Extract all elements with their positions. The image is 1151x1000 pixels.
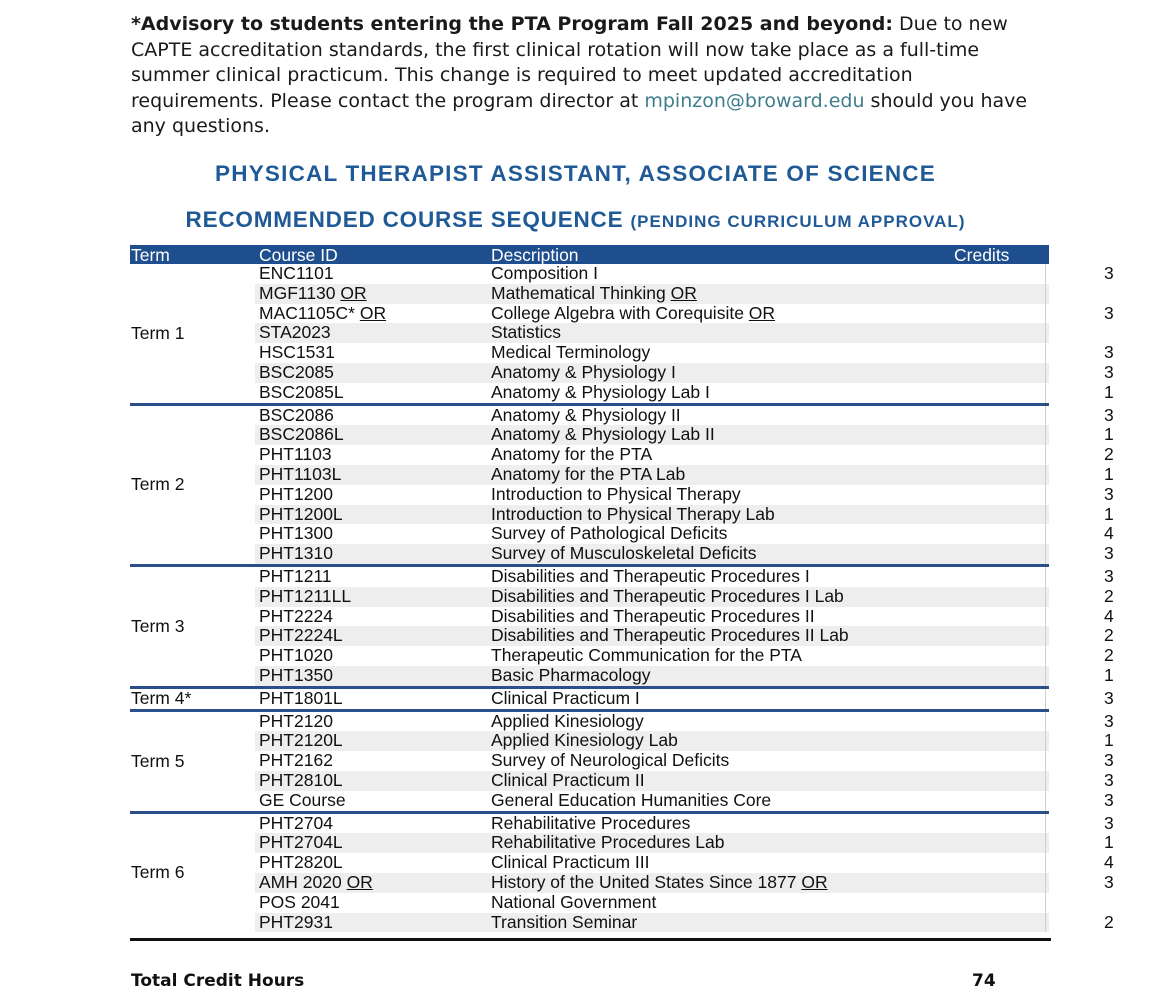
credits-divider <box>1045 567 1050 587</box>
table-header <box>130 245 1049 264</box>
course-description-text: Medical Terminology <box>491 342 651 363</box>
term-label: Term 5 <box>131 750 185 771</box>
course-credits: 3 <box>1104 302 1114 323</box>
header-term: Term <box>131 245 170 265</box>
advisory-text-2: should you have any questions. <box>131 89 1028 137</box>
course-description-text: National Government <box>491 891 657 912</box>
course-credits: 1 <box>1104 424 1114 445</box>
program-title: PHYSICAL THERAPIST ASSISTANT, ASSOCIATE OF SCIENCE <box>215 161 936 186</box>
credits-divider <box>1045 791 1050 811</box>
course-row <box>255 832 1114 853</box>
course-sequence-table <box>130 245 1114 932</box>
course-id <box>259 731 343 751</box>
or-marker: OR <box>359 302 387 323</box>
course-row <box>255 381 1114 403</box>
course-description <box>491 712 644 732</box>
course-id <box>259 646 333 666</box>
course-id <box>259 544 333 564</box>
course-row <box>255 911 1114 933</box>
course-credits: 2 <box>1104 625 1114 646</box>
course-id-text: PHT2120 <box>259 710 333 731</box>
or-marker: OR <box>346 871 373 892</box>
course-id <box>259 689 343 709</box>
credits-divider <box>1045 689 1050 709</box>
course-description-text: Mathematical Thinking <box>491 282 666 303</box>
course-credits: 4 <box>1104 852 1114 873</box>
course-id <box>259 626 343 646</box>
table-bottom-rule <box>130 938 1051 941</box>
advisory-heading: *Advisory to students entering the PTA Program Fall 2025 and beyond: <box>131 13 893 35</box>
course-id-text: PHT2224 <box>259 605 333 626</box>
course-credits: 1 <box>1104 381 1114 402</box>
course-description <box>491 853 650 873</box>
term-label: Term 4* <box>131 688 192 709</box>
course-description <box>491 607 815 627</box>
course-id <box>259 363 334 383</box>
course-description-text: Survey of Pathological Deficits <box>491 523 728 544</box>
course-row <box>255 523 1114 544</box>
course-description-text: Basic Pharmacology <box>491 664 651 685</box>
course-id <box>259 893 340 913</box>
course-id-text: PHT1300 <box>259 523 333 544</box>
course-id <box>259 406 334 426</box>
credits-divider <box>1045 893 1050 913</box>
course-row <box>255 585 1114 607</box>
course-credits: 3 <box>1104 483 1114 504</box>
course-credits: 3 <box>1104 710 1114 731</box>
credits-divider <box>1045 406 1050 426</box>
credits-divider <box>1045 913 1050 933</box>
course-description <box>491 833 724 853</box>
course-row <box>255 893 1049 913</box>
course-id-text: STA2023 <box>259 322 331 343</box>
credits-divider <box>1045 853 1050 873</box>
course-description <box>491 771 645 791</box>
course-id-text: BSC2085 <box>259 361 334 382</box>
or-marker: OR <box>670 282 697 303</box>
course-credits: 3 <box>1104 543 1114 564</box>
course-description <box>491 567 810 587</box>
course-row <box>255 424 1114 445</box>
course-id-text: GE Course <box>259 789 346 810</box>
course-credits: 3 <box>1104 342 1114 363</box>
course-description-text: Disabilities and Therapeutic Procedures I Lab <box>491 585 844 606</box>
credits-divider <box>1045 646 1050 666</box>
course-credits: 1 <box>1104 664 1114 685</box>
term-group <box>130 686 1114 709</box>
course-description-text: Rehabilitative Procedures Lab <box>491 832 725 853</box>
credits-divider <box>1045 626 1050 646</box>
credits-divider <box>1045 304 1050 324</box>
advisory-notice <box>131 12 1031 140</box>
course-credits: 2 <box>1104 444 1114 465</box>
course-credits: 3 <box>1104 404 1114 425</box>
course-id-text: BSC2086L <box>259 424 344 445</box>
course-id-text: PHT1310 <box>259 543 333 564</box>
term-group <box>130 709 1114 811</box>
course-row <box>255 710 1114 732</box>
course-credits: 3 <box>1104 812 1114 833</box>
credits-divider <box>1045 587 1050 607</box>
course-description <box>491 751 729 771</box>
course-description-text: Clinical Practicum II <box>491 769 645 790</box>
course-description <box>491 626 849 646</box>
course-description <box>491 304 775 324</box>
credits-divider <box>1045 771 1050 791</box>
course-description-text: Survey of Neurological Deficits <box>491 750 730 771</box>
course-id <box>259 873 373 893</box>
course-row <box>255 605 1114 627</box>
course-row <box>255 664 1114 686</box>
course-id <box>259 284 367 304</box>
course-id-text: PHT2810L <box>259 769 343 790</box>
course-row <box>255 730 1114 751</box>
course-description <box>491 425 715 445</box>
course-id <box>259 771 343 791</box>
course-credits: 3 <box>1104 687 1114 708</box>
credits-divider <box>1045 323 1050 343</box>
course-description <box>491 524 727 544</box>
credits-divider <box>1045 666 1050 686</box>
credits-divider <box>1045 284 1050 304</box>
header-credits: Credits <box>954 245 1010 265</box>
course-row <box>255 750 1114 771</box>
course-description <box>491 406 681 426</box>
course-description <box>491 873 828 893</box>
course-credits: 2 <box>1104 911 1114 932</box>
course-id <box>259 567 332 587</box>
course-description-text: Therapeutic Communication for the PTA <box>491 645 802 666</box>
term-group <box>130 403 1114 564</box>
term-group <box>130 263 1114 403</box>
course-description-text: Disabilities and Therapeutic Procedures I <box>491 565 810 586</box>
course-description-text: Disabilities and Therapeutic Procedures II Lab <box>491 625 849 646</box>
course-id-text: PHT1801L <box>259 687 343 708</box>
credits-divider <box>1045 485 1050 505</box>
course-id-text: PHT1200L <box>259 503 343 524</box>
course-description <box>491 264 598 284</box>
course-description-text: Disabilities and Therapeutic Procedures II <box>491 605 815 626</box>
course-row <box>255 444 1114 465</box>
course-id-text: MAC1105C* <box>259 302 355 323</box>
course-description <box>491 485 741 505</box>
course-id <box>259 304 386 324</box>
course-description-text: Introduction to Physical Therapy <box>491 483 741 504</box>
course-row <box>255 483 1114 505</box>
course-description-text: Applied Kinesiology Lab <box>491 730 678 751</box>
course-row <box>255 645 1114 666</box>
course-description-text: Anatomy for the PTA Lab <box>491 463 686 484</box>
course-credits: 1 <box>1104 503 1114 524</box>
course-row <box>255 565 1114 587</box>
course-id-text: PHT2162 <box>259 750 333 771</box>
course-credits: 3 <box>1104 263 1114 283</box>
course-id <box>259 425 344 445</box>
course-credits: 3 <box>1104 750 1114 771</box>
course-id-text: BSC2085L <box>259 381 344 402</box>
course-description-text: General Education Humanities Core <box>491 789 772 810</box>
course-id <box>259 505 343 525</box>
term-label: Term 1 <box>131 322 185 343</box>
course-id <box>259 343 335 363</box>
course-description-text: Clinical Practicum I <box>491 687 640 708</box>
course-id <box>259 751 333 771</box>
course-id <box>259 712 333 732</box>
term-group <box>130 811 1114 933</box>
course-id <box>259 323 331 343</box>
course-credits: 3 <box>1104 871 1114 892</box>
course-description-text: Composition I <box>491 263 598 283</box>
sequence-title <box>0 207 1151 233</box>
term-group <box>130 564 1114 686</box>
course-id <box>259 666 333 686</box>
course-row <box>255 852 1114 873</box>
credits-divider <box>1045 873 1050 893</box>
course-description-text: Anatomy & Physiology Lab I <box>491 381 710 402</box>
course-row <box>255 404 1114 426</box>
course-description <box>491 913 637 933</box>
course-id-text: PHT2704 <box>259 812 333 833</box>
advisory-text-1: Due to new CAPTE accreditation standards, the first clinical rotation will now take place as a full-time summer clinical practicum. This change is required to meet updated accreditation requirements. Please contact the program director at <box>131 13 1008 112</box>
or-marker: OR <box>340 282 367 303</box>
pending-approval-note: (PENDING CURRICULUM APPROVAL) <box>630 212 966 231</box>
total-credit-hours-value: 74 <box>972 971 996 991</box>
course-description <box>491 731 678 751</box>
credits-divider <box>1045 425 1050 445</box>
course-id <box>259 791 346 811</box>
course-id-text: BSC2086 <box>259 404 334 425</box>
or-marker: OR <box>748 302 776 323</box>
course-id-text: PHT1020 <box>259 645 333 666</box>
course-id-text: PHT1211LL <box>259 585 352 606</box>
credits-divider <box>1045 814 1050 834</box>
credits-divider <box>1045 363 1050 383</box>
course-description <box>491 284 697 304</box>
course-credits: 2 <box>1104 585 1114 606</box>
course-id-text: POS 2041 <box>259 891 340 912</box>
course-id <box>259 524 333 544</box>
term-label: Term 6 <box>131 862 185 883</box>
course-description-text: Introduction to Physical Therapy Lab <box>491 503 775 524</box>
term-label: Term 2 <box>131 474 185 495</box>
course-credits: 3 <box>1104 565 1114 586</box>
credits-divider <box>1045 833 1050 853</box>
credits-divider <box>1045 751 1050 771</box>
course-description <box>491 893 656 913</box>
course-row <box>255 769 1114 791</box>
course-credits: 4 <box>1104 523 1114 544</box>
total-credit-hours-label: Total Credit Hours <box>131 971 305 991</box>
course-id <box>259 853 343 873</box>
course-description-text: Transition Seminar <box>491 911 638 932</box>
course-description <box>491 544 757 564</box>
course-row <box>255 302 1114 324</box>
course-id <box>259 833 343 853</box>
course-credits: 4 <box>1104 605 1114 626</box>
course-description <box>491 587 844 607</box>
course-description <box>491 343 650 363</box>
course-id-text: AMH 2020 <box>259 871 342 892</box>
course-id-text: PHT2931 <box>259 911 333 932</box>
course-id <box>259 814 333 834</box>
course-row <box>255 463 1114 485</box>
credits-divider <box>1045 712 1050 732</box>
course-row <box>255 323 1049 343</box>
course-description-text: College Algebra with Corequisite <box>491 302 744 323</box>
course-id-text: HSC1531 <box>259 342 335 363</box>
course-description-text: Anatomy & Physiology I <box>491 361 676 382</box>
course-row <box>255 812 1114 834</box>
course-id <box>259 607 333 627</box>
term-groups <box>130 263 1114 932</box>
term-label: Term 3 <box>131 615 185 636</box>
course-id-text: PHT1103L <box>259 463 342 484</box>
credits-divider <box>1045 343 1050 363</box>
course-description <box>491 689 640 709</box>
course-description <box>491 363 676 383</box>
course-description <box>491 465 685 485</box>
course-description-text: Anatomy & Physiology II <box>491 404 681 425</box>
course-id-text: MGF1130 <box>259 282 336 303</box>
header-course-id: Course ID <box>259 245 338 265</box>
credits-divider <box>1045 465 1050 485</box>
or-marker: OR <box>801 871 828 892</box>
course-credits: 3 <box>1104 769 1114 790</box>
program-director-email-link[interactable]: mpinzon@broward.edu <box>644 89 865 112</box>
course-id-text: PHT2224L <box>259 625 343 646</box>
course-description-text: Anatomy & Physiology Lab II <box>491 424 715 445</box>
course-description-text: History of the United States Since 1877 <box>491 871 797 892</box>
sequence-heading: RECOMMENDED COURSE SEQUENCE <box>185 207 624 232</box>
course-id-text: ENC1101 <box>259 263 334 283</box>
course-row <box>255 543 1114 564</box>
course-id <box>259 264 334 284</box>
course-description <box>491 646 802 666</box>
course-row <box>255 625 1114 646</box>
course-description <box>491 505 775 525</box>
course-id <box>259 465 341 485</box>
course-credits: 1 <box>1104 730 1114 751</box>
course-row <box>255 284 1049 304</box>
course-id <box>259 445 332 465</box>
course-id-text: PHT2704L <box>259 832 343 853</box>
credits-divider <box>1045 731 1050 751</box>
course-id <box>259 485 333 505</box>
course-id <box>259 587 351 607</box>
course-description <box>491 323 561 343</box>
course-row <box>255 342 1114 363</box>
course-row <box>255 789 1114 811</box>
course-description-text: Anatomy for the PTA <box>491 444 653 465</box>
course-row <box>255 263 1114 284</box>
course-row <box>255 503 1114 525</box>
course-description <box>491 791 771 811</box>
credits-divider <box>1045 445 1050 465</box>
course-id <box>259 913 333 933</box>
course-id-text: PHT1350 <box>259 664 333 685</box>
course-credits: 2 <box>1104 645 1114 666</box>
course-id-text: PHT1103 <box>259 444 332 465</box>
course-description-text: Rehabilitative Procedures <box>491 812 691 833</box>
credits-divider <box>1045 607 1050 627</box>
course-row <box>255 871 1114 893</box>
course-credits: 1 <box>1104 463 1114 484</box>
credits-divider <box>1045 544 1050 564</box>
course-description-text: Statistics <box>491 322 562 343</box>
course-description <box>491 445 652 465</box>
course-description <box>491 383 710 403</box>
credits-divider <box>1045 524 1050 544</box>
course-id <box>259 383 344 403</box>
course-credits: 3 <box>1104 361 1114 382</box>
course-description-text: Survey of Musculoskeletal Deficits <box>491 543 757 564</box>
header-description: Description <box>491 245 579 265</box>
course-id-text: PHT2820L <box>259 852 343 873</box>
credits-divider <box>1045 264 1050 284</box>
credits-divider <box>1045 505 1050 525</box>
course-row <box>255 687 1114 709</box>
course-id-text: PHT1211 <box>259 565 332 586</box>
course-row <box>255 361 1114 383</box>
course-description <box>491 814 690 834</box>
course-id-text: PHT1200 <box>259 483 333 504</box>
credits-divider <box>1045 383 1050 403</box>
course-credits: 1 <box>1104 832 1114 853</box>
course-id-text: PHT2120L <box>259 730 343 751</box>
course-credits: 3 <box>1104 789 1114 810</box>
course-description-text: Applied Kinesiology <box>491 710 644 731</box>
course-description <box>491 666 651 686</box>
course-description-text: Clinical Practicum III <box>491 852 650 873</box>
